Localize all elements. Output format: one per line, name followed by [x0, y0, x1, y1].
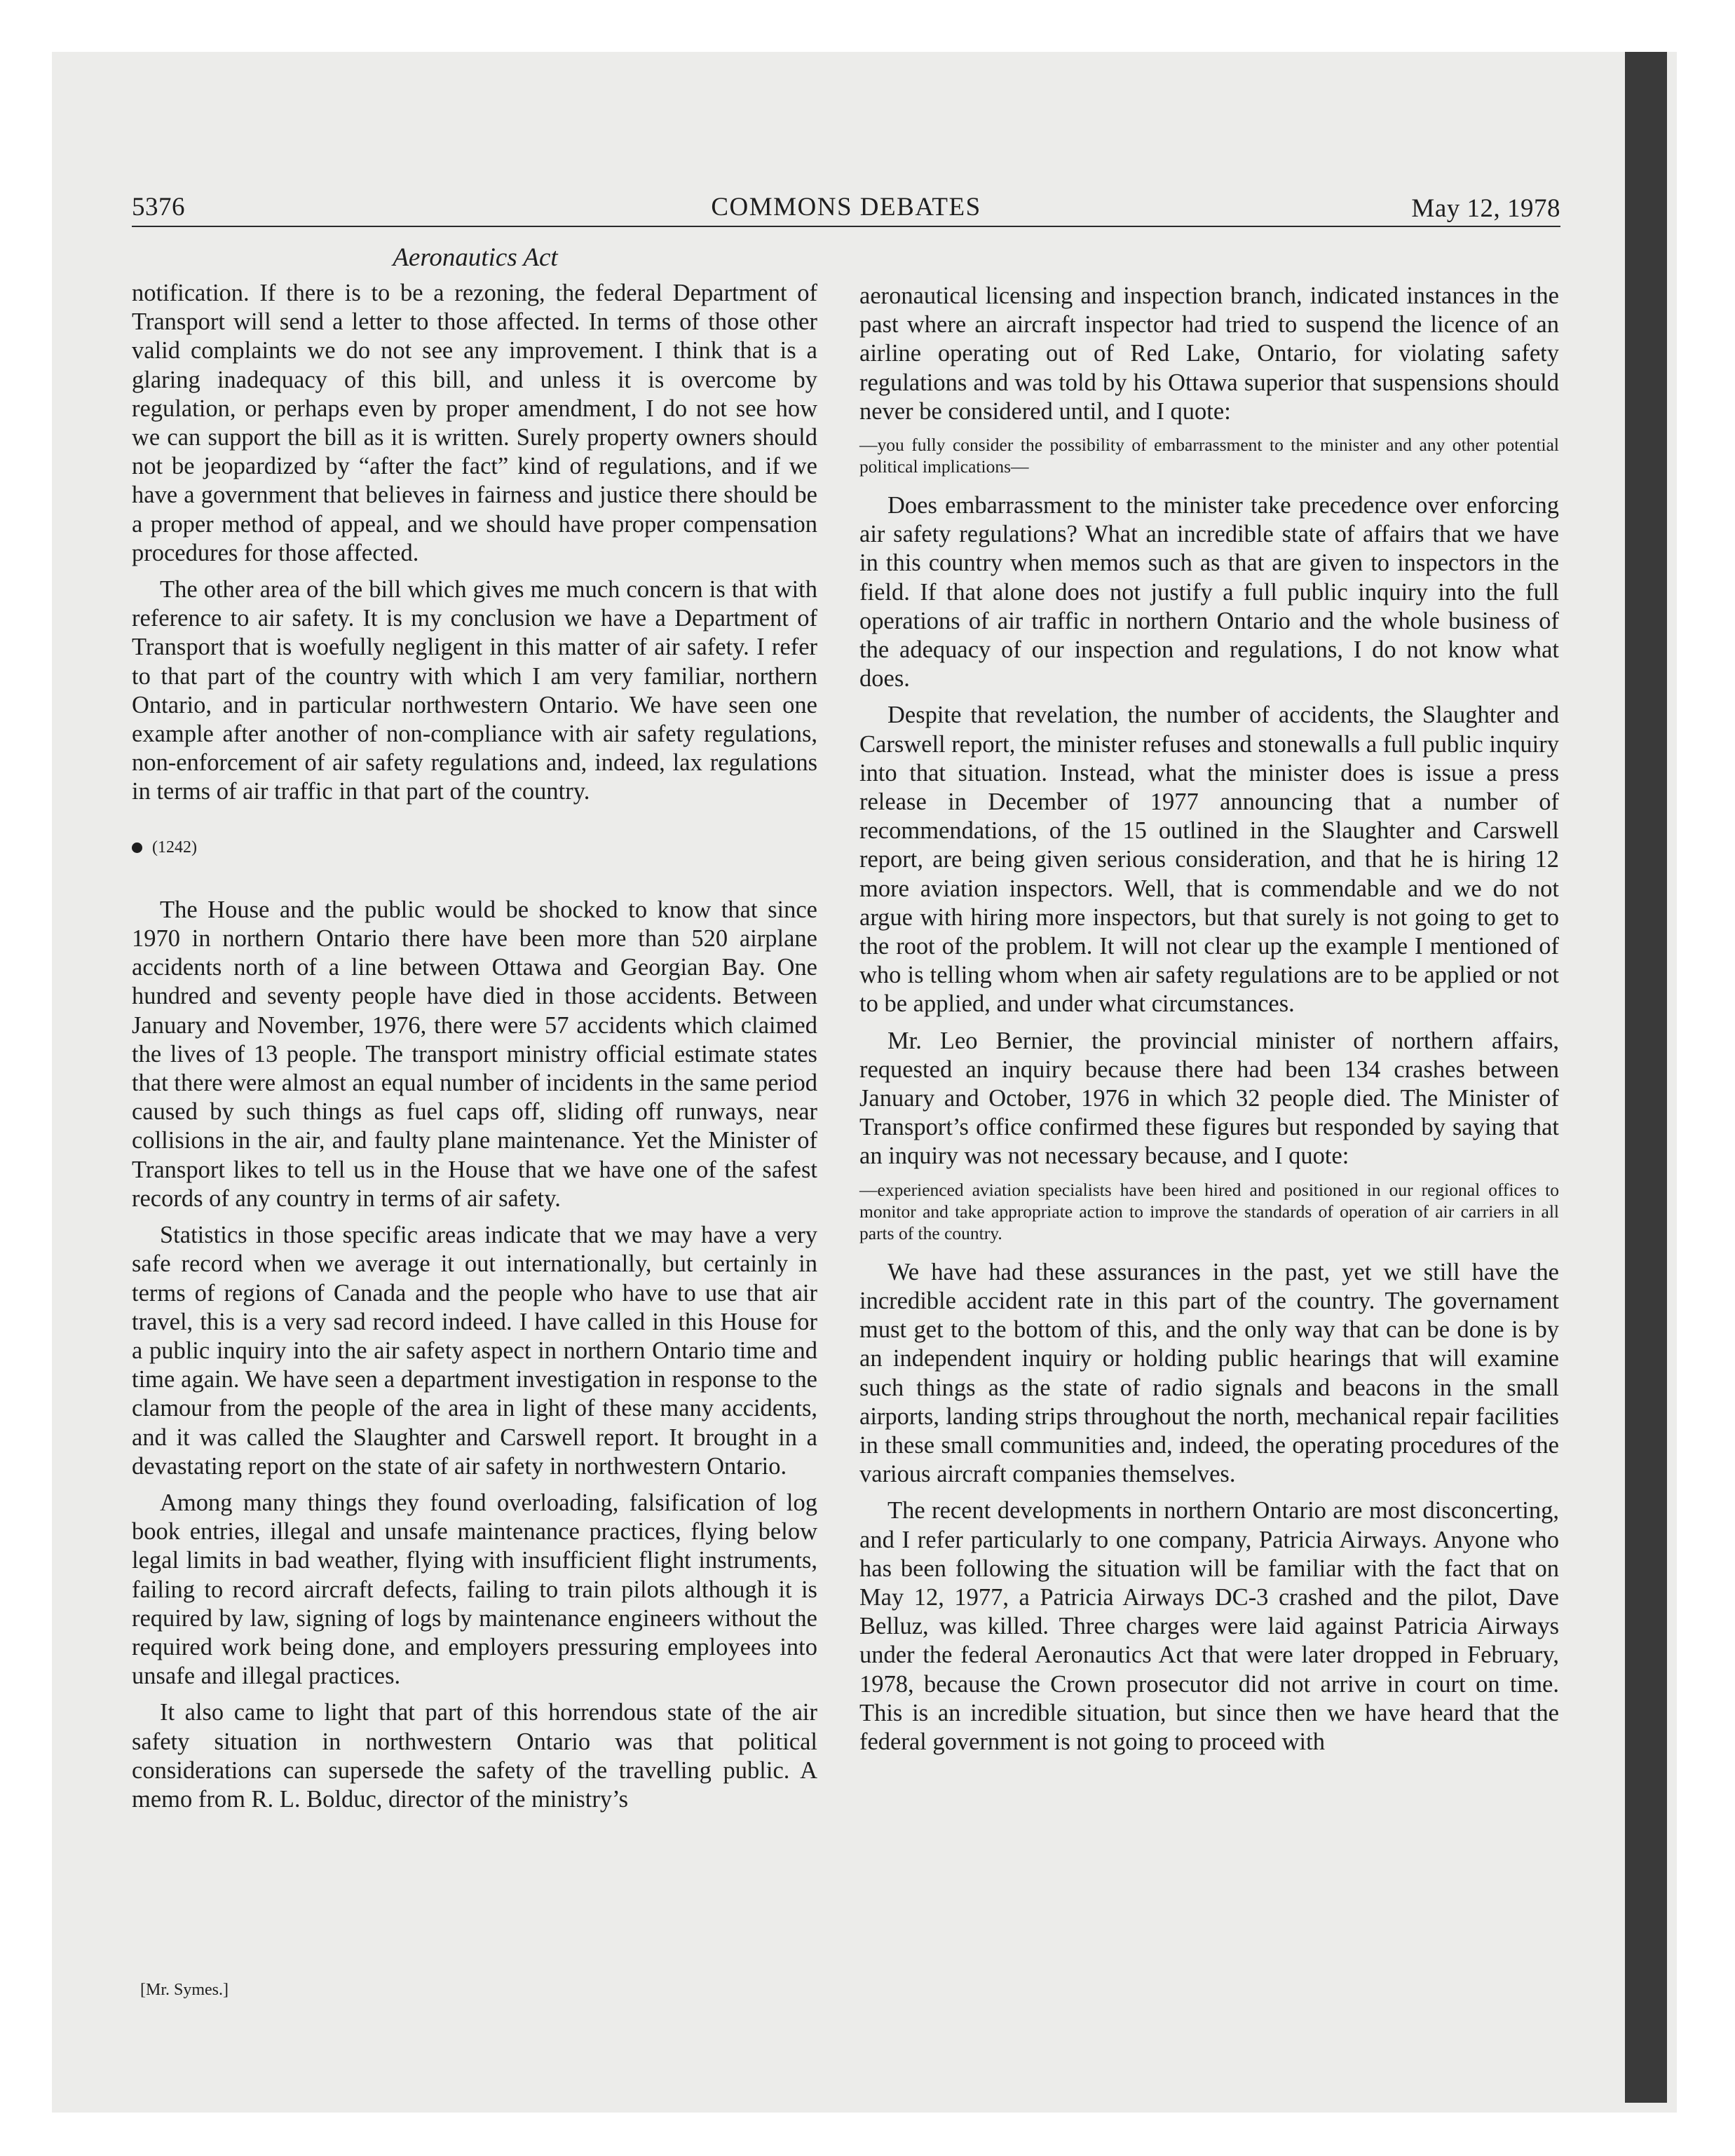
bullet-icon — [132, 842, 142, 853]
paragraph: The House and the public would be shocked to know that since 1970 in northern Ontario there have been more than 520 airplane accidents north of a line between Ottawa and Georgian Bay. One hundred and seventy people have died in those accidents. Between January and November, 1976, there were 57 accidents which claimed the lives of 13 people. The transport ministry official estimate states that there were almost an equal number of incidents in the same period caused by such things as fuel caps off, sliding off runways, near collisions in the air, and faulty plane maintenance. Yet the Minister of Transport likes to tell us in the House that we have one of the safest records of any country in terms of air safety. — [132, 896, 817, 1212]
time-marker — [132, 833, 817, 862]
header-rule — [132, 226, 1560, 227]
paragraph: The other area of the bill which gives me much concern is that with reference to air safety. It is my conclusion we have a Department of Transport that is woefully negligent in this matter of air safety. I refer to that part of the country with which I am very familiar, northern Ontario, and in particular northwestern Ontario. We have seen one example after another of non-compliance with air safety regulations, non-enforcement of air safety regulations and, indeed, lax regulations in terms of air traffic in that part of the country. — [132, 576, 817, 805]
paragraph: Does embarrassment to the minister take precedence over enforcing air safety regulations? What an incredible state of affairs that we have in this country when memos such as that are given to inspectors in the field. If that alone does not justify a full public inquiry into the full operations of air traffic in northern Ontario and the whole business of the adequacy of our inspection and regulations, I do not know what does. — [859, 492, 1559, 692]
paragraph: Despite that revelation, the number of accidents, the Slaughter and Carswell report, the minister refuses and stonewalls a full public inquiry into that situation. Instead, what the minister does is issue a press release in December of 1977 announcing that a number of recommendations, of the 15 outlined in the Slaughter and Carswell report, are being given serious consideration, and that he is hiring 12 more aviation inspectors. Well, that is commendable and we do not argue with hiring more inspectors, but that surely is not going to get to the root of the problem. It will not clear up the example I mentioned of who is telling whom when air safety regulations are to be applied or not to be applied, and under what circumstances. — [859, 702, 1559, 1018]
page-number: 5376 — [132, 193, 185, 221]
block-quote: —you fully consider the possibility of embarrassment to the minister and any other potential political implications— — [859, 435, 1559, 477]
speaker-attribution: [Mr. Symes.] — [140, 1981, 229, 1999]
scan-edge-bar — [1625, 52, 1667, 2103]
left-column — [132, 279, 817, 1822]
paragraph: notification. If there is to be a rezoning, the federal Department of Transport will send a letter to those affected. In terms of those other valid complaints we do not see any improvement. I think that is a glaring inadequacy of this bill, and unless it is overcome by regulation, or perhaps even by proper amendment, I do not see how we can support the bill as it is written. Surely property owners should not be jeopardized by “after the fact” kind of regulations, and if we have a government that believes in fairness and justice there should be a proper method of appeal, and we should have proper compensation procedures for those affected. — [132, 280, 817, 566]
block-quote: —experienced aviation specialists have been hired and positioned in our regional offices to monitor and take appropriate action to improve the standards of operation of air carriers in all parts of the country. — [859, 1179, 1559, 1243]
right-column — [859, 282, 1559, 1764]
time-marker-label: (1242) — [152, 838, 197, 857]
publication-date: May 12, 1978 — [1411, 194, 1560, 223]
paragraph: Statistics in those specific areas indicate that we may have a very safe record when we average it out internationally, but certainly in terms of regions of Canada and the people who have to use that air travel, this is a very sad record indeed. I have called in this House for a public inquiry into the air safety aspect in northern Ontario time and time again. We have seen a department investigation in response to the clamour from the people of the area in light of these many accidents, and it was called the Slaughter and Carswell report. It brought in a devastating report on the state of air safety in northwestern Ontario. — [132, 1222, 817, 1480]
paragraph: aeronautical licensing and inspection branch, indicated instances in the past where an aircraft inspector had tried to suspend the licence of an airline operating out of Red Lake, Ontario, for violating safety regulations and was told by his Ottawa superior that suspensions should never be considered until, and I quote: — [859, 282, 1559, 425]
paragraph: Among many things they found overloading, falsification of log book entries, illegal and unsafe maintenance practices, flying below legal limits in bad weather, flying with insufficient flight instruments, failing to record aircraft defects, failing to train pilots although it is required by law, signing of logs by maintenance engineers without the required work being done, and employers pressuring employees into unsafe and illegal practices. — [132, 1489, 817, 1690]
paragraph: The recent developments in northern Ontario are most disconcerting, and I refer particularly to one company, Patricia Airways. Anyone who has been following the situation will be familiar with the fact that on May 12, 1977, a Patricia Airways DC-3 crashed and the pilot, Dave Belluz, was killed. Three charges were laid against Patricia Airways under the federal Aeronautics Act that were later dropped in February, 1978, because the Crown prosecutor did not arrive in court on time. This is an incredible situation, but since then we have heard that the federal government is not going to proceed with — [859, 1497, 1559, 1755]
publication-title: COMMONS DEBATES — [711, 193, 981, 221]
paragraph: It also came to light that part of this horrendous state of the air safety situation in northwestern Ontario was that political considerations can supersede the safety of the travelling public. A memo from R. L. Bolduc, director of the ministry’s — [132, 1699, 817, 1813]
paragraph: We have had these assurances in the past, yet we still have the incredible accident rate in this part of the country. The governament must get to the bottom of this, and the only way that can be done is by an independent inquiry or holding public hearings that will examine such things as the state of radio signals and beacons in the small airports, landing strips throughout the north, mechanical repair facilities in these small communities and, indeed, the operating procedures of the various aircraft companies themselves. — [859, 1258, 1559, 1488]
section-subtitle: Aeronautics Act — [393, 243, 558, 272]
paragraph: Mr. Leo Bernier, the provincial minister of northern affairs, requested an inquiry because there had been 134 crashes between January and October, 1976 in which 32 people died. The Minister of Transport’s office confirmed these figures but responded by saying that an inquiry was not necessary because, and I quote: — [859, 1027, 1559, 1170]
page-header — [132, 189, 1560, 228]
